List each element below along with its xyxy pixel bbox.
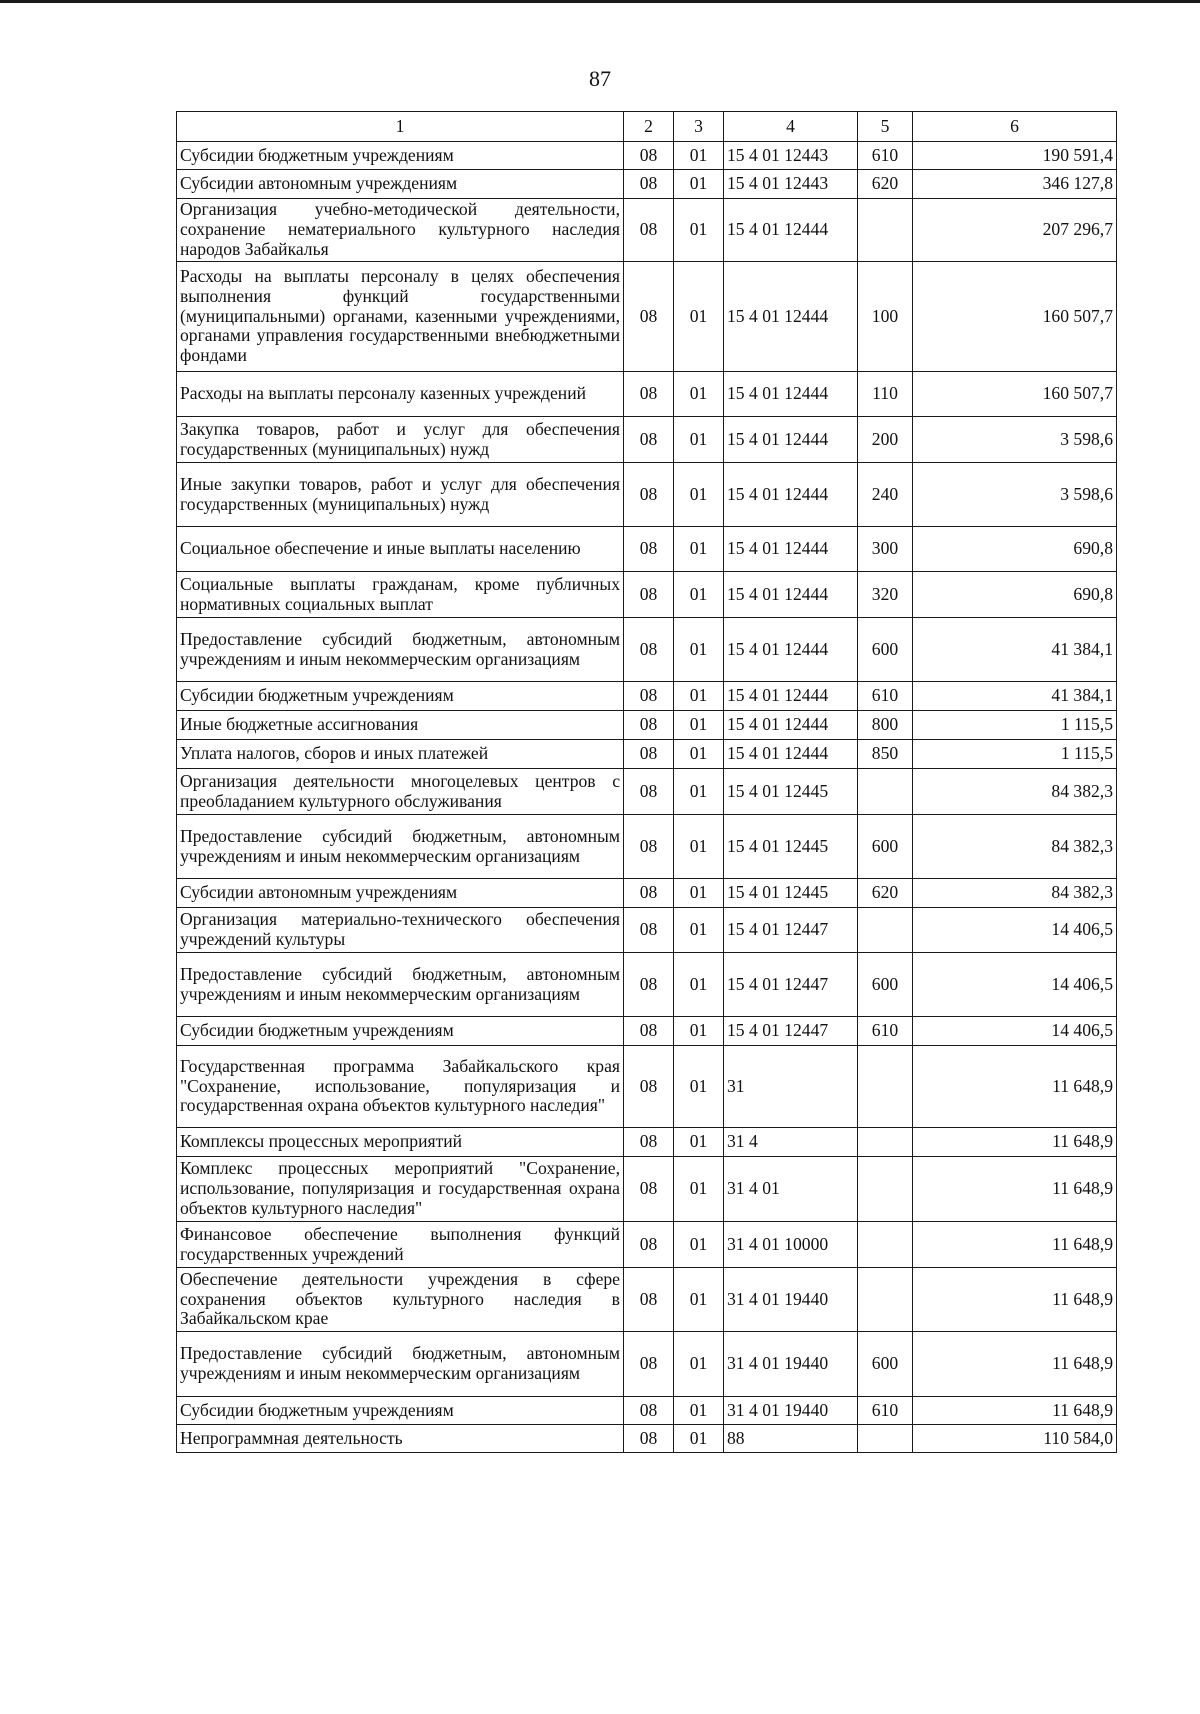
row-section: 08 [624,527,674,572]
row-section: 08 [624,1268,674,1332]
row-section: 08 [624,879,674,908]
table-row [177,527,1117,572]
row-section: 08 [624,618,674,682]
row-amount: 14 406,5 [913,1017,1117,1046]
row-subsection: 01 [674,1332,724,1397]
header-col-2: 2 [624,112,674,142]
row-target-article: 15 4 01 12444 [724,372,858,417]
row-target-article: 31 [724,1046,858,1128]
row-target-article: 15 4 01 12444 [724,527,858,572]
row-name: Обеспечение деятельности учреждения в сфере сохранения объектов культурного наследия в Забайкальском крае [177,1268,624,1332]
table-row [177,262,1117,372]
table-row [177,1397,1117,1425]
row-amount: 11 648,9 [913,1332,1117,1397]
row-expense-type: 240 [858,463,913,527]
header-col-6: 6 [913,112,1117,142]
row-section: 08 [624,682,674,711]
row-expense-type: 620 [858,879,913,908]
row-amount: 11 648,9 [913,1268,1117,1332]
row-amount: 11 648,9 [913,1128,1117,1157]
row-name: Предоставление субсидий бюджетным, автономным учреждениям и иным некоммерческим организациям [177,1332,624,1397]
row-subsection: 01 [674,262,724,372]
row-expense-type: 600 [858,815,913,879]
row-name: Закупка товаров, работ и услуг для обеспечения государственных (муниципальных) нужд [177,417,624,463]
row-section: 08 [624,170,674,199]
row-subsection: 01 [674,463,724,527]
table-row [177,1332,1117,1397]
row-name: Субсидии бюджетным учреждениям [177,1397,624,1425]
row-amount: 41 384,1 [913,618,1117,682]
scan-edge-line [0,0,1200,3]
row-section: 08 [624,199,674,262]
row-name: Расходы на выплаты персоналу в целях обеспечения выполнения функций государственными (муниципальными) органами, казенными учреждениями, органами управления государственными внебюджетными фондами [177,262,624,372]
row-expense-type: 300 [858,527,913,572]
row-subsection: 01 [674,953,724,1017]
row-target-article: 31 4 01 10000 [724,1222,858,1268]
row-amount: 190 591,4 [913,142,1117,170]
row-amount: 11 648,9 [913,1397,1117,1425]
row-name: Социальные выплаты гражданам, кроме публичных нормативных социальных выплат [177,572,624,618]
row-section: 08 [624,769,674,815]
row-subsection: 01 [674,908,724,953]
row-section: 08 [624,740,674,769]
row-section: 08 [624,417,674,463]
row-name: Организация материально-технического обеспечения учреждений культуры [177,908,624,953]
table-row [177,769,1117,815]
row-name: Предоставление субсидий бюджетным, автономным учреждениям и иным некоммерческим организациям [177,815,624,879]
row-section: 08 [624,1222,674,1268]
row-amount: 14 406,5 [913,953,1117,1017]
row-subsection: 01 [674,199,724,262]
row-amount: 690,8 [913,572,1117,618]
row-name: Предоставление субсидий бюджетным, автономным учреждениям и иным некоммерческим организациям [177,618,624,682]
row-name: Иные закупки товаров, работ и услуг для обеспечения государственных (муниципальных) нужд [177,463,624,527]
table-row [177,740,1117,769]
row-target-article: 31 4 01 19440 [724,1268,858,1332]
row-amount: 160 507,7 [913,372,1117,417]
row-name: Субсидии бюджетным учреждениям [177,1017,624,1046]
row-expense-type: 610 [858,1397,913,1425]
row-subsection: 01 [674,1017,724,1046]
row-amount: 3 598,6 [913,463,1117,527]
row-section: 08 [624,572,674,618]
row-name: Субсидии бюджетным учреждениям [177,682,624,711]
header-col-4: 4 [724,112,858,142]
row-section: 08 [624,1332,674,1397]
row-section: 08 [624,953,674,1017]
row-section: 08 [624,815,674,879]
table-row [177,815,1117,879]
row-name: Субсидии автономным учреждениям [177,879,624,908]
row-expense-type: 100 [858,262,913,372]
row-subsection: 01 [674,1157,724,1222]
row-expense-type [858,1222,913,1268]
row-name: Иные бюджетные ассигнования [177,711,624,740]
row-target-article: 31 4 [724,1128,858,1157]
row-subsection: 01 [674,417,724,463]
budget-table [176,111,1117,1453]
row-name: Предоставление субсидий бюджетным, автономным учреждениям и иным некоммерческим организациям [177,953,624,1017]
table-row [177,682,1117,711]
row-section: 08 [624,711,674,740]
row-name: Уплата налогов, сборов и иных платежей [177,740,624,769]
header-row [177,112,1117,142]
row-section: 08 [624,1397,674,1425]
row-subsection: 01 [674,1397,724,1425]
row-section: 08 [624,1157,674,1222]
row-subsection: 01 [674,711,724,740]
table-row [177,372,1117,417]
table-row [177,142,1117,170]
row-target-article: 31 4 01 19440 [724,1397,858,1425]
table-row [177,908,1117,953]
row-expense-type: 600 [858,618,913,682]
table-row [177,170,1117,199]
row-expense-type: 610 [858,142,913,170]
row-target-article: 15 4 01 12444 [724,262,858,372]
row-subsection: 01 [674,815,724,879]
row-amount: 1 115,5 [913,711,1117,740]
row-target-article: 15 4 01 12444 [724,740,858,769]
row-amount: 110 584,0 [913,1425,1117,1453]
row-section: 08 [624,142,674,170]
row-section: 08 [624,262,674,372]
row-target-article: 15 4 01 12444 [724,417,858,463]
row-expense-type: 800 [858,711,913,740]
row-expense-type: 600 [858,1332,913,1397]
row-subsection: 01 [674,1046,724,1128]
page-number: 87 [589,66,611,91]
row-target-article: 15 4 01 12444 [724,572,858,618]
table-row [177,417,1117,463]
row-section: 08 [624,908,674,953]
row-name: Расходы на выплаты персоналу казенных учреждений [177,372,624,417]
row-amount: 11 648,9 [913,1046,1117,1128]
row-amount: 11 648,9 [913,1157,1117,1222]
row-subsection: 01 [674,1222,724,1268]
row-section: 08 [624,1425,674,1453]
row-amount: 14 406,5 [913,908,1117,953]
header-col-1: 1 [177,112,624,142]
row-name: Социальное обеспечение и иные выплаты населению [177,527,624,572]
row-expense-type [858,1046,913,1128]
row-expense-type: 200 [858,417,913,463]
row-expense-type: 850 [858,740,913,769]
table-row [177,199,1117,262]
row-name: Государственная программа Забайкальского края "Сохранение, использование, популяризация и государственная охрана объектов культурного наследия" [177,1046,624,1128]
row-amount: 160 507,7 [913,262,1117,372]
table-row [177,953,1117,1017]
row-amount: 1 115,5 [913,740,1117,769]
row-target-article: 15 4 01 12444 [724,463,858,527]
row-target-article: 15 4 01 12445 [724,769,858,815]
row-expense-type [858,1157,913,1222]
row-expense-type [858,1268,913,1332]
row-expense-type: 110 [858,372,913,417]
table-row [177,711,1117,740]
row-amount: 84 382,3 [913,769,1117,815]
table-row [177,1046,1117,1128]
row-expense-type [858,1425,913,1453]
row-target-article: 15 4 01 12445 [724,879,858,908]
row-name: Непрограммная деятельность [177,1425,624,1453]
row-section: 08 [624,1128,674,1157]
row-subsection: 01 [674,527,724,572]
row-section: 08 [624,1017,674,1046]
row-target-article: 15 4 01 12444 [724,682,858,711]
row-target-article: 15 4 01 12445 [724,815,858,879]
row-target-article: 15 4 01 12444 [724,618,858,682]
row-subsection: 01 [674,879,724,908]
row-subsection: 01 [674,682,724,711]
row-section: 08 [624,463,674,527]
row-amount: 84 382,3 [913,879,1117,908]
row-target-article: 15 4 01 12444 [724,711,858,740]
row-target-article: 15 4 01 12443 [724,142,858,170]
header-col-3: 3 [674,112,724,142]
row-target-article: 31 4 01 19440 [724,1332,858,1397]
row-name: Финансовое обеспечение выполнения функций государственных учреждений [177,1222,624,1268]
row-name: Организация учебно-методической деятельности, сохранение нематериального культурного наследия народов Забайкалья [177,199,624,262]
row-subsection: 01 [674,572,724,618]
row-subsection: 01 [674,1425,724,1453]
row-expense-type [858,908,913,953]
row-name: Организация деятельности многоцелевых центров с преобладанием культурного обслуживания [177,769,624,815]
table-row [177,572,1117,618]
row-target-article: 15 4 01 12444 [724,199,858,262]
row-subsection: 01 [674,170,724,199]
row-expense-type [858,199,913,262]
row-target-article: 31 4 01 [724,1157,858,1222]
row-amount: 41 384,1 [913,682,1117,711]
row-name: Субсидии бюджетным учреждениям [177,142,624,170]
row-expense-type [858,1128,913,1157]
row-target-article: 15 4 01 12447 [724,953,858,1017]
row-amount: 3 598,6 [913,417,1117,463]
table-row [177,1268,1117,1332]
row-expense-type: 320 [858,572,913,618]
table-body [177,142,1117,1453]
row-target-article: 15 4 01 12447 [724,908,858,953]
row-subsection: 01 [674,142,724,170]
row-subsection: 01 [674,372,724,417]
table-row [177,1222,1117,1268]
table-row [177,1425,1117,1453]
row-name: Комплекс процессных мероприятий "Сохранение, использование, популяризация и государственная охрана объектов культурного наследия" [177,1157,624,1222]
row-target-article: 88 [724,1425,858,1453]
table-row [177,1157,1117,1222]
row-target-article: 15 4 01 12447 [724,1017,858,1046]
row-amount: 346 127,8 [913,170,1117,199]
row-subsection: 01 [674,740,724,769]
row-subsection: 01 [674,1128,724,1157]
table-row [177,463,1117,527]
row-expense-type: 610 [858,1017,913,1046]
row-subsection: 01 [674,1268,724,1332]
row-amount: 690,8 [913,527,1117,572]
table-row [177,879,1117,908]
row-expense-type [858,769,913,815]
row-name: Субсидии автономным учреждениям [177,170,624,199]
row-expense-type: 610 [858,682,913,711]
row-subsection: 01 [674,618,724,682]
row-amount: 11 648,9 [913,1222,1117,1268]
row-expense-type: 600 [858,953,913,1017]
row-section: 08 [624,372,674,417]
table-row [177,618,1117,682]
table-row [177,1128,1117,1157]
row-target-article: 15 4 01 12443 [724,170,858,199]
header-col-5: 5 [858,112,913,142]
row-expense-type: 620 [858,170,913,199]
row-subsection: 01 [674,769,724,815]
row-amount: 84 382,3 [913,815,1117,879]
row-amount: 207 296,7 [913,199,1117,262]
table-row [177,1017,1117,1046]
row-section: 08 [624,1046,674,1128]
row-name: Комплексы процессных мероприятий [177,1128,624,1157]
